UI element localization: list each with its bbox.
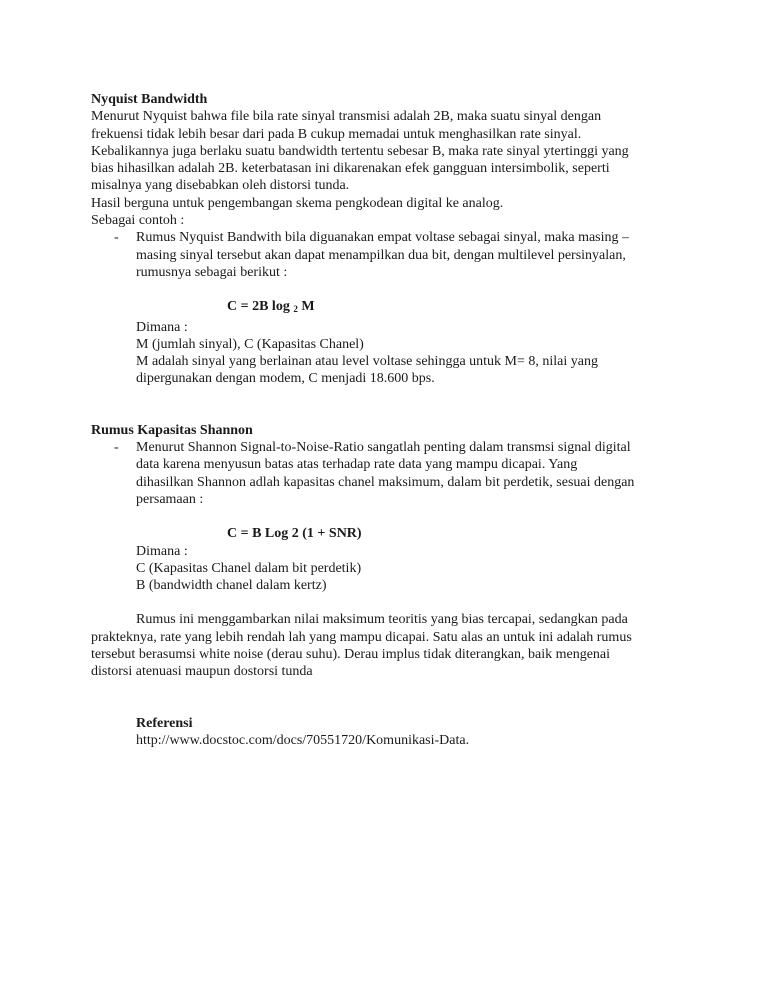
referensi-section	[91, 715, 691, 750]
nyquist-intro-line: Hasil berguna untuk pengembangan skema pengkodean digital ke analog.	[91, 195, 504, 211]
shannon-bullet-line: persamaan :	[136, 491, 204, 507]
nyquist-where-block	[91, 319, 691, 388]
nyquist-intro-line: misalnya yang disebabkan oleh distorsi tunda.	[91, 178, 350, 194]
referensi-heading: Referensi	[136, 715, 193, 731]
where-line: M (jumlah sinyal), C (Kapasitas Chanel)	[136, 336, 364, 352]
document-body	[91, 91, 691, 749]
nyquist-intro-line: bias hihasilkan adalah 2B. keterbatasan ini dikarenakan efek gangguan intersimbolik, seperti	[91, 161, 610, 177]
shannon-where-block	[91, 543, 691, 595]
shannon-bullet-line: data karena menyusun batas atas terhadap rate data yang mampu dicapai. Yang	[136, 457, 578, 473]
nyquist-bullet	[91, 229, 691, 281]
shannon-formula: C = B Log 2 (1 + SNR)	[227, 526, 362, 542]
shannon-paragraph	[91, 611, 691, 680]
formula-suffix: M	[297, 299, 315, 315]
bullet-dash: -	[114, 440, 119, 456]
nyquist-section	[91, 91, 691, 388]
formula-prefix: C = 2B log	[227, 299, 294, 315]
paragraph-line: Rumus ini menggambarkan nilai maksimum teoritis yang bias tercapai, sedangkan pada	[136, 612, 628, 628]
formula-subscript: 2	[293, 304, 298, 315]
nyquist-bullet-line: rumusnya sebagai berikut :	[136, 264, 288, 280]
where-line: B (bandwidth chanel dalam kertz)	[136, 578, 327, 594]
shannon-bullet-line: dihasilkan Shannon adlah kapasitas chanel maksimum, dalam bit perdetik, sesuai dengan	[136, 474, 635, 490]
paragraph-line: distorsi atenuasi maupun dostorsi tunda	[91, 664, 313, 680]
nyquist-bullet-line: Rumus Nyquist Bandwith bila diguanakan empat voltase sebagai sinyal, maka masing –	[136, 230, 630, 246]
where-line: dipergunakan dengan modem, C menjadi 18.600 bps.	[136, 371, 435, 387]
shannon-bullet	[91, 439, 691, 508]
paragraph-line: prakteknya, rate yang lebih rendah lah yang mampu dicapai. Satu alas an untuk ini adalah rumus	[91, 629, 632, 645]
referensi-url: http://www.docstoc.com/docs/70551720/Komunikasi-Data.	[136, 732, 470, 748]
where-line: Dimana :	[136, 543, 188, 559]
nyquist-intro-line: Menurut Nyquist bahwa file bila rate sinyal transmisi adalah 2B, maka suatu sinyal dengan	[91, 109, 602, 125]
shannon-section	[91, 422, 691, 681]
spacer	[91, 281, 691, 298]
nyquist-formula	[91, 298, 691, 318]
nyquist-bullet-line: masing sinyal tersebut akan dapat menampilkan dua bit, dengan multilevel persinyalan,	[136, 247, 626, 263]
shannon-heading: Rumus Kapasitas Shannon	[91, 422, 253, 438]
bullet-dash: -	[114, 230, 119, 246]
nyquist-intro-line: Kebalikannya juga berlaku suatu bandwidth tertentu sebesar B, maka rate sinyal ytertinggi yang	[91, 143, 629, 159]
spacer	[91, 508, 691, 525]
spacer	[91, 594, 691, 611]
nyquist-intro-line: frekuensi tidak lebih besar dari pada B cukup memadai untuk menghasilkan rate sinyal.	[91, 126, 582, 142]
shannon-bullet-line: Menurut Shannon Signal-to-Noise-Ratio sangatlah penting dalam transmsi signal digital	[136, 440, 631, 456]
paragraph-line: tersebut berasumsi white noise (derau suhu). Derau implus tidak diterangkan, baik mengenai	[91, 647, 611, 663]
where-line: Dimana :	[136, 319, 188, 335]
spacer	[91, 681, 691, 715]
where-line: C (Kapasitas Chanel dalam bit perdetik)	[136, 560, 362, 576]
where-line: M adalah sinyal yang berlainan atau level voltase sehingga untuk M= 8, nilai yang	[136, 354, 598, 370]
spacer	[91, 388, 691, 422]
nyquist-heading: Nyquist Bandwidth	[91, 92, 208, 107]
nyquist-intro-line: Sebagai contoh :	[91, 213, 185, 229]
